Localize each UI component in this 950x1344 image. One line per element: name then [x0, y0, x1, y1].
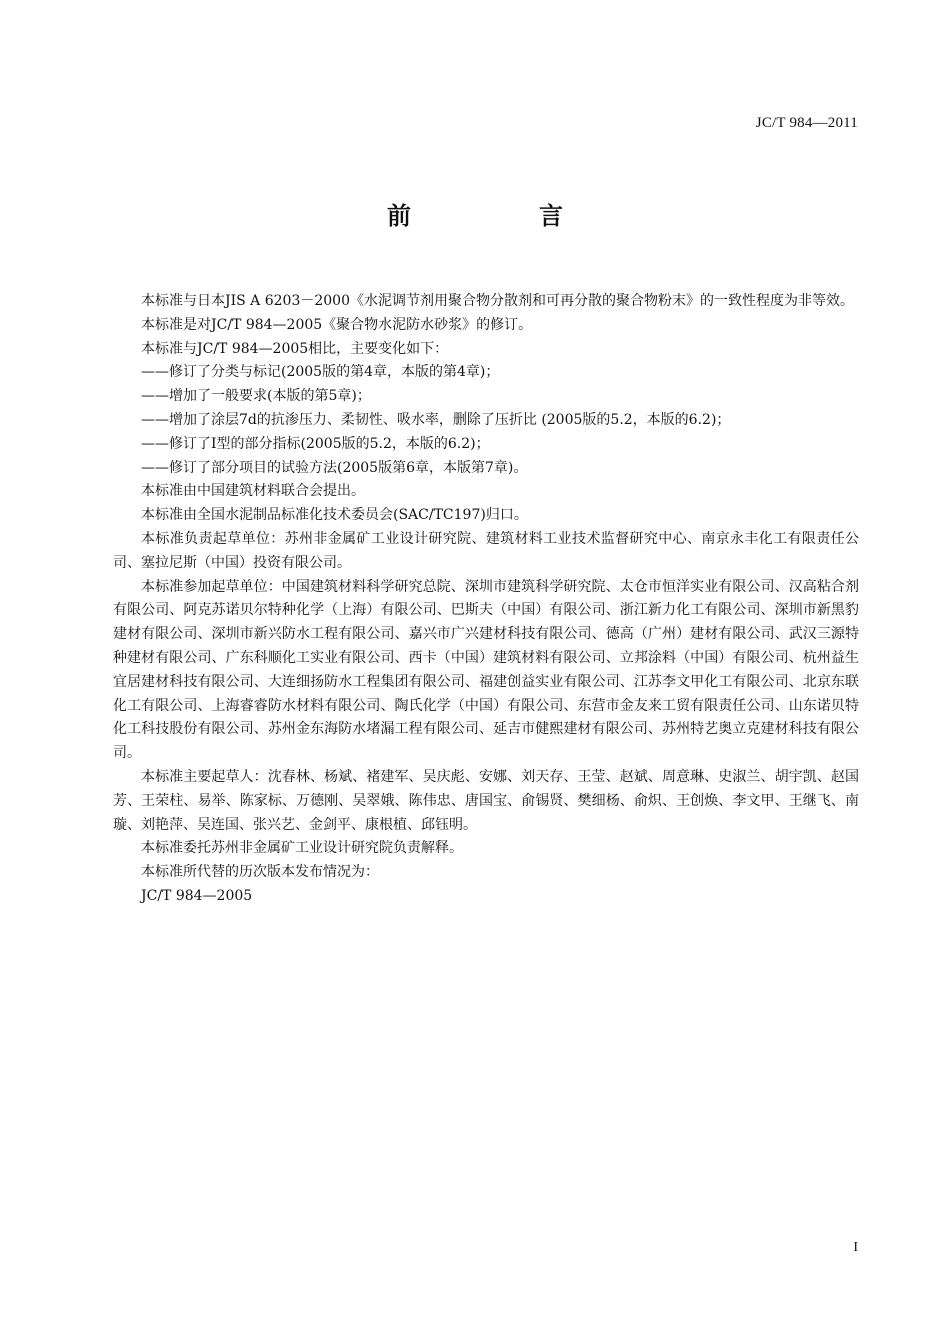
paragraph-revision: 本标准是对JC/T 984—2005《聚合物水泥防水砂浆》的修订。 [141, 316, 533, 333]
paragraph-lead-drafters: 本标准负责起草单位：苏州非金属矿工业设计研究院、建筑材料工业技术监督研究中心、南京永丰化工有限责任公司、塞拉尼斯（中国）投资有限公司。 [113, 530, 859, 571]
change-item-test-methods: ——修订了部分项目的试验方法(2005版第6章，本版第7章)。 [141, 459, 528, 476]
document-body [113, 290, 859, 909]
standard-code: JC/T 984—2011 [755, 115, 858, 131]
change-item-type-one-indexes: ——修订了Ⅰ型的部分指标(2005版的5.2，本版的6.2)； [141, 435, 490, 452]
paragraph-proposed-by: 本标准由中国建筑材料联合会提出。 [141, 483, 365, 500]
paragraph-equivalence: 本标准与日本JIS A 6203－2000《水泥调节剂用聚合物分散剂和可再分散的聚合物粉末》的一致性程度为非等效。 [141, 293, 854, 309]
paragraph-main-drafters: 本标准主要起草人：沈春林、杨斌、褚建军、吴庆彪、安娜、刘天存、王莹、赵斌、周意琳、史淑兰、胡宇凯、赵国芳、王荣柱、易举、陈家标、万德刚、吴翠娥、陈伟忠、唐国宝、俞锡贤、樊细杨、俞炽、王创焕、李文甲、王继飞、南璇、刘艳萍、吴连国、张兴艺、金剑平、康根植、邱钰明。 [113, 768, 859, 833]
paragraph-changes-intro: 本标准与JC/T 984—2005相比，主要变化如下： [141, 340, 449, 357]
change-item-coating-tests: ——增加了涂层7d的抗渗压力、柔韧性、吸水率，删除了压折比 (2005版的5.2，本版的6.2)； [141, 411, 731, 428]
paragraph-previous-editions: 本标准所代替的历次版本发布情况为： [141, 864, 379, 881]
paragraph-interpretation: 本标准委托苏州非金属矿工业设计研究院负责解释。 [141, 840, 463, 857]
previous-edition-code: JC/T 984—2005 [141, 887, 253, 904]
page-number: I [853, 1240, 858, 1255]
page-title: 前 言 [387, 202, 615, 230]
paragraph-administered-by: 本标准由全国水泥制品标准化技术委员会(SAC/TC197)归口。 [141, 507, 528, 524]
change-item-classification: ——修订了分类与标记(2005版的第4章，本版的第4章)； [141, 364, 500, 381]
change-item-general-requirements: ——增加了一般要求(本版的第5章)； [141, 388, 371, 405]
paragraph-participating-drafters: 本标准参加起草单位：中国建筑材料科学研究总院、深圳市建筑科学研究院、太仓市恒洋实业有限公司、汉高粘合剂有限公司、阿克苏诺贝尔特种化学（上海）有限公司、巴斯夫（中国）有限公司、浙江新力化工有限公司、深圳市新黑豹建材有限公司、深圳市新兴防水工程有限公司、嘉兴市广兴建材科技有限公司、德高（广州）建材有限公司、武汉三源特种建材有限公司、广东科顺化工实业有限公司、西卡（中国）建筑材料有限公司、立邦涂料（中国）有限公司、杭州益生宜居建材科技有限公司、大连细扬防水工程集团有限公司、福建创益实业有限公司、江苏李文甲化工有限公司、北京东联化工有限公司、上海睿睿防水材料有限公司、陶氏化学（中国）有限公司、东营市金友来工贸有限责任公司、山东诺贝特化工科技股份有限公司、苏州金东海防水堵漏工程有限公司、延吉市健熙建材有限公司、苏州特艺奥立克建材科技有限公司。 [113, 578, 859, 762]
